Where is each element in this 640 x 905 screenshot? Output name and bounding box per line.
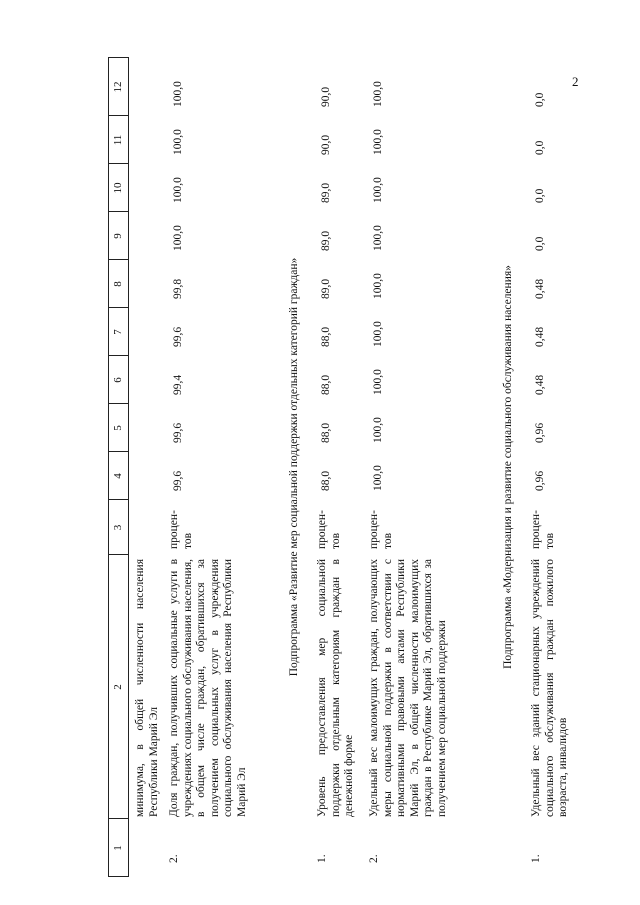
col-header-10: 10 <box>112 182 124 194</box>
row-value: 100,0 <box>372 273 384 299</box>
row-description: Доля граждан, получивших социальные услуги в учреждениях социального обслуживания населения, в общем числе граждан, обратившихся за получением социальных услуг в учреждения социального обслуживания населения Республики Марий Эл <box>168 559 248 817</box>
row-value: 90,0 <box>320 86 332 107</box>
row-description: Удельный вес зданий стационарных учреждений социального обслуживания граждан пожилого возраста, инвалидов <box>530 559 570 817</box>
row-value: 88,0 <box>320 422 332 443</box>
col-header-6: 6 <box>112 377 124 383</box>
subprogram-title: Подпрограмма «Модернизация и развитие социального обслуживания населения» <box>502 265 514 669</box>
row-value: 89,0 <box>320 182 332 203</box>
row-value: 0,48 <box>534 278 546 299</box>
col-header-8: 8 <box>112 281 124 287</box>
col-header-11: 11 <box>112 134 124 146</box>
row-value: 100,0 <box>172 225 184 251</box>
row-value: 90,0 <box>320 134 332 155</box>
row-value: 89,0 <box>320 230 332 251</box>
row-value: 88,0 <box>320 470 332 491</box>
col-header-1: 1 <box>112 845 124 851</box>
rotated-table <box>108 57 618 877</box>
subprogram-title: Подпрограмма «Развитие мер социальной поддержки отдельных категорий граждан» <box>288 257 300 677</box>
page-number: 2 <box>572 74 579 89</box>
row-value: 100,0 <box>372 321 384 347</box>
col-header-9: 9 <box>112 233 124 239</box>
row-unit: процен-тов <box>316 510 342 549</box>
row-value: 100,0 <box>172 177 184 203</box>
row-value: 88,0 <box>320 326 332 347</box>
row-number: 1. <box>316 854 328 863</box>
col-header-7: 7 <box>112 329 124 335</box>
row-value: 100,0 <box>372 225 384 251</box>
row-value: 0,0 <box>534 188 546 203</box>
col-header-4: 4 <box>112 473 124 479</box>
row-value: 100,0 <box>372 177 384 203</box>
row-value: 0,96 <box>534 470 546 491</box>
row-value: 0,48 <box>534 326 546 347</box>
row-value: 0,48 <box>534 374 546 395</box>
row-value: 100,0 <box>372 81 384 107</box>
row-value: 99,6 <box>172 422 184 443</box>
row-number: 2. <box>168 854 180 863</box>
row-value: 0,0 <box>534 236 546 251</box>
row-number: 2. <box>368 854 380 863</box>
continuation-text: минимума, в общей численности населения Республики Марий Эл <box>134 559 160 817</box>
col-header-2: 2 <box>112 684 124 690</box>
header-bottom-border <box>128 57 129 877</box>
row-value: 99,6 <box>172 326 184 347</box>
row-value: 100,0 <box>372 369 384 395</box>
row-unit: процен-тов <box>168 510 194 549</box>
col-header-12: 12 <box>112 81 124 93</box>
row-value: 99,6 <box>172 470 184 491</box>
row-value: 100,0 <box>372 417 384 443</box>
row-value: 0,0 <box>534 92 546 107</box>
row-number: 1. <box>530 854 542 863</box>
row-description: Удельный вес малоимущих граждан, получающих меры социальной поддержки в соответствии с нормативными правовыми актами Республики Марий Эл, в общей численности малоимущих граждан в Республике Марий Эл, обратившихся за получением мер социальной поддержки <box>368 559 448 817</box>
col-header-5: 5 <box>112 425 124 431</box>
row-value: 100,0 <box>372 465 384 491</box>
row-value: 88,0 <box>320 374 332 395</box>
row-value: 100,0 <box>172 129 184 155</box>
row-unit: процен-тов <box>530 510 556 549</box>
row-value: 0,96 <box>534 422 546 443</box>
col-header-3: 3 <box>112 524 124 531</box>
row-value: 99,8 <box>172 278 184 299</box>
row-value: 0,0 <box>534 140 546 155</box>
row-value: 100,0 <box>172 81 184 107</box>
row-value: 89,0 <box>320 278 332 299</box>
row-value: 99,4 <box>172 374 184 395</box>
row-value: 100,0 <box>372 129 384 155</box>
row-description: Уровень предоставления мер социальной поддержки отдельным категориям граждан в денежной форме <box>316 559 356 817</box>
row-unit: процен-тов <box>368 510 394 549</box>
